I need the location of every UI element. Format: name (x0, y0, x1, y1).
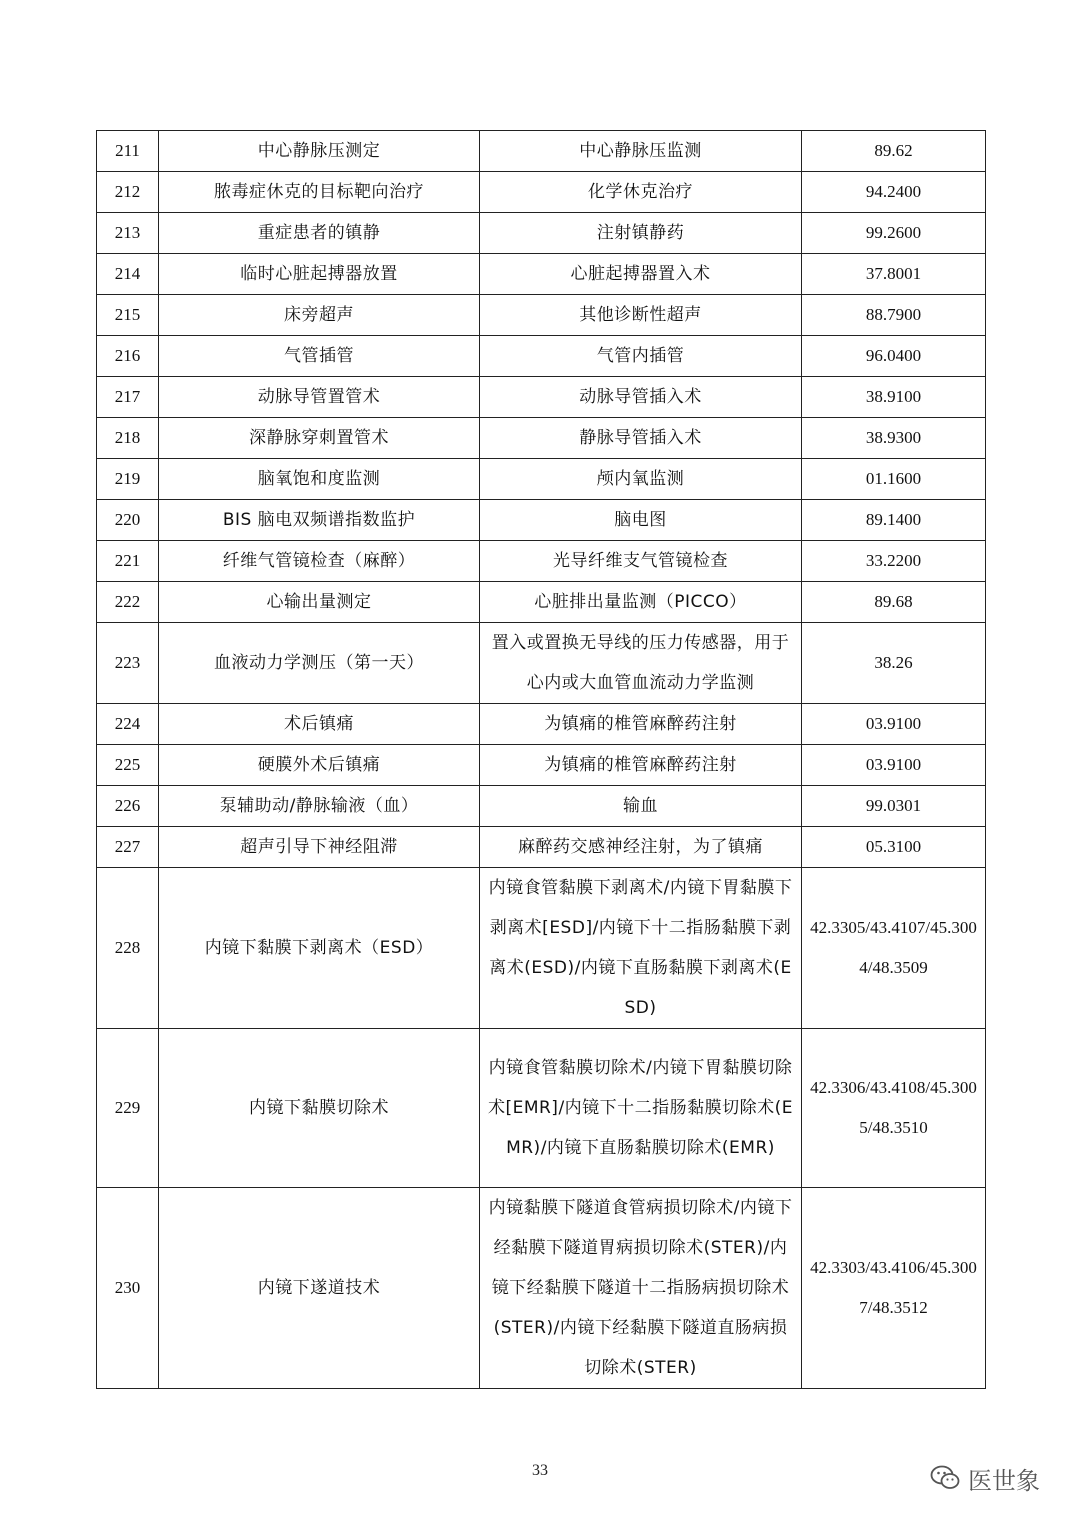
procedure-code-cell: 89.68 (802, 582, 986, 623)
procedure-name-cell: 脑电图 (480, 500, 802, 541)
procedure-code-cell: 42.3305/43.4107/45.3004/48.3509 (802, 868, 986, 1029)
table-row (97, 131, 986, 172)
row-number-cell: 229 (97, 1029, 159, 1188)
item-name-cell: 脑氧饱和度监测 (159, 459, 480, 500)
procedure-name-cell: 内镜食管黏膜下剥离术/内镜下胃黏膜下剥离术[ESD]/内镜下十二指肠黏膜下剥离术(ESD)/内镜下直肠黏膜下剥离术(ESD) (480, 868, 802, 1029)
item-name-cell: 中心静脉压测定 (159, 131, 480, 172)
procedure-code-cell: 89.1400 (802, 500, 986, 541)
procedure-code-cell: 38.9100 (802, 377, 986, 418)
procedure-code-cell: 38.9300 (802, 418, 986, 459)
procedure-code-cell: 42.3306/43.4108/45.3005/48.3510 (802, 1029, 986, 1188)
table-row (97, 336, 986, 377)
procedure-code-cell: 42.3303/43.4106/45.3007/48.3512 (802, 1188, 986, 1389)
procedure-code-cell: 88.7900 (802, 295, 986, 336)
table-row (97, 704, 986, 745)
row-number-cell: 217 (97, 377, 159, 418)
procedure-code-cell: 89.62 (802, 131, 986, 172)
procedure-name-cell: 中心静脉压监测 (480, 131, 802, 172)
procedure-code-cell: 01.1600 (802, 459, 986, 500)
table-row (97, 418, 986, 459)
page-number: 33 (532, 1462, 548, 1479)
procedure-name-cell: 心脏排出量监测（PICCO） (480, 582, 802, 623)
procedure-name-cell: 内镜黏膜下隧道食管病损切除术/内镜下经黏膜下隧道胃病损切除术(STER)/内镜下经黏膜下隧道十二指肠病损切除术(STER)/内镜下经黏膜下隧道直肠病损切除术(STER) (480, 1188, 802, 1389)
procedure-code-cell: 94.2400 (802, 172, 986, 213)
item-name-cell: 内镜下遂道技术 (159, 1188, 480, 1389)
item-name-cell: 硬膜外术后镇痛 (159, 745, 480, 786)
procedure-code-cell: 33.2200 (802, 541, 986, 582)
item-name-cell: 深静脉穿刺置管术 (159, 418, 480, 459)
row-number-cell: 211 (97, 131, 159, 172)
procedure-name-cell: 置入或置换无导线的压力传感器，用于心内或大血管血流动力学监测 (480, 623, 802, 704)
row-number-cell: 230 (97, 1188, 159, 1389)
procedure-name-cell: 注射镇静药 (480, 213, 802, 254)
row-number-cell: 213 (97, 213, 159, 254)
row-number-cell: 216 (97, 336, 159, 377)
watermark (930, 1458, 1040, 1498)
item-name-cell: 重症患者的镇静 (159, 213, 480, 254)
row-number-cell: 212 (97, 172, 159, 213)
item-name-cell: 纤维气管镜检查（麻醉） (159, 541, 480, 582)
table-row (97, 868, 986, 1029)
item-name-cell: 脓毒症休克的目标靶向治疗 (159, 172, 480, 213)
table-row (97, 172, 986, 213)
row-number-cell: 225 (97, 745, 159, 786)
row-number-cell: 228 (97, 868, 159, 1029)
procedure-code-cell: 99.0301 (802, 786, 986, 827)
table-row (97, 1188, 986, 1389)
item-name-cell: 心输出量测定 (159, 582, 480, 623)
row-number-cell: 224 (97, 704, 159, 745)
procedure-name-cell: 心脏起搏器置入术 (480, 254, 802, 295)
row-number-cell: 218 (97, 418, 159, 459)
item-name-cell: 泵辅助动/静脉输液（血） (159, 786, 480, 827)
row-number-cell: 221 (97, 541, 159, 582)
procedure-name-cell: 麻醉药交感神经注射，为了镇痛 (480, 827, 802, 868)
procedure-code-cell: 96.0400 (802, 336, 986, 377)
procedure-code-cell: 03.9100 (802, 745, 986, 786)
procedure-table (96, 130, 986, 1389)
table-row (97, 786, 986, 827)
procedure-name-cell: 为镇痛的椎管麻醉药注射 (480, 704, 802, 745)
procedure-name-cell: 动脉导管插入术 (480, 377, 802, 418)
row-number-cell: 220 (97, 500, 159, 541)
procedure-name-cell: 内镜食管黏膜切除术/内镜下胃黏膜切除术[EMR]/内镜下十二指肠黏膜切除术(EMR)/内镜下直肠黏膜切除术(EMR) (480, 1029, 802, 1188)
table-row (97, 1029, 986, 1188)
item-name-cell: 临时心脏起搏器放置 (159, 254, 480, 295)
table-row (97, 541, 986, 582)
table-row (97, 459, 986, 500)
row-number-cell: 222 (97, 582, 159, 623)
table-row (97, 582, 986, 623)
item-name-cell: 床旁超声 (159, 295, 480, 336)
item-name-cell: 气管插管 (159, 336, 480, 377)
row-number-cell: 223 (97, 623, 159, 704)
procedure-name-cell: 光导纤维支气管镜检查 (480, 541, 802, 582)
wechat-icon (930, 1465, 960, 1491)
row-number-cell: 226 (97, 786, 159, 827)
procedure-code-cell: 05.3100 (802, 827, 986, 868)
table-row (97, 254, 986, 295)
item-name-cell: 动脉导管置管术 (159, 377, 480, 418)
procedure-name-cell: 为镇痛的椎管麻醉药注射 (480, 745, 802, 786)
watermark-text: 医世象 (968, 1466, 1040, 1495)
procedure-name-cell: 气管内插管 (480, 336, 802, 377)
procedure-code-cell: 99.2600 (802, 213, 986, 254)
table-row (97, 623, 986, 704)
item-name-cell: 超声引导下神经阻滞 (159, 827, 480, 868)
table-row (97, 745, 986, 786)
item-name-cell: 术后镇痛 (159, 704, 480, 745)
table-row (97, 500, 986, 541)
procedure-code-cell: 03.9100 (802, 704, 986, 745)
procedure-name-cell: 其他诊断性超声 (480, 295, 802, 336)
table-row (97, 213, 986, 254)
row-number-cell: 215 (97, 295, 159, 336)
item-name-cell: 内镜下黏膜下剥离术（ESD） (159, 868, 480, 1029)
item-name-cell: 血液动力学测压（第一天） (159, 623, 480, 704)
procedure-name-cell: 输血 (480, 786, 802, 827)
row-number-cell: 219 (97, 459, 159, 500)
procedure-name-cell: 静脉导管插入术 (480, 418, 802, 459)
item-name-cell: BIS 脑电双频谱指数监护 (159, 500, 480, 541)
procedure-code-cell: 37.8001 (802, 254, 986, 295)
procedure-name-cell: 化学休克治疗 (480, 172, 802, 213)
procedure-code-cell: 38.26 (802, 623, 986, 704)
table-row (97, 295, 986, 336)
table-row (97, 827, 986, 868)
table-row (97, 377, 986, 418)
row-number-cell: 214 (97, 254, 159, 295)
row-number-cell: 227 (97, 827, 159, 868)
item-name-cell: 内镜下黏膜切除术 (159, 1029, 480, 1188)
procedure-name-cell: 颅内氧监测 (480, 459, 802, 500)
